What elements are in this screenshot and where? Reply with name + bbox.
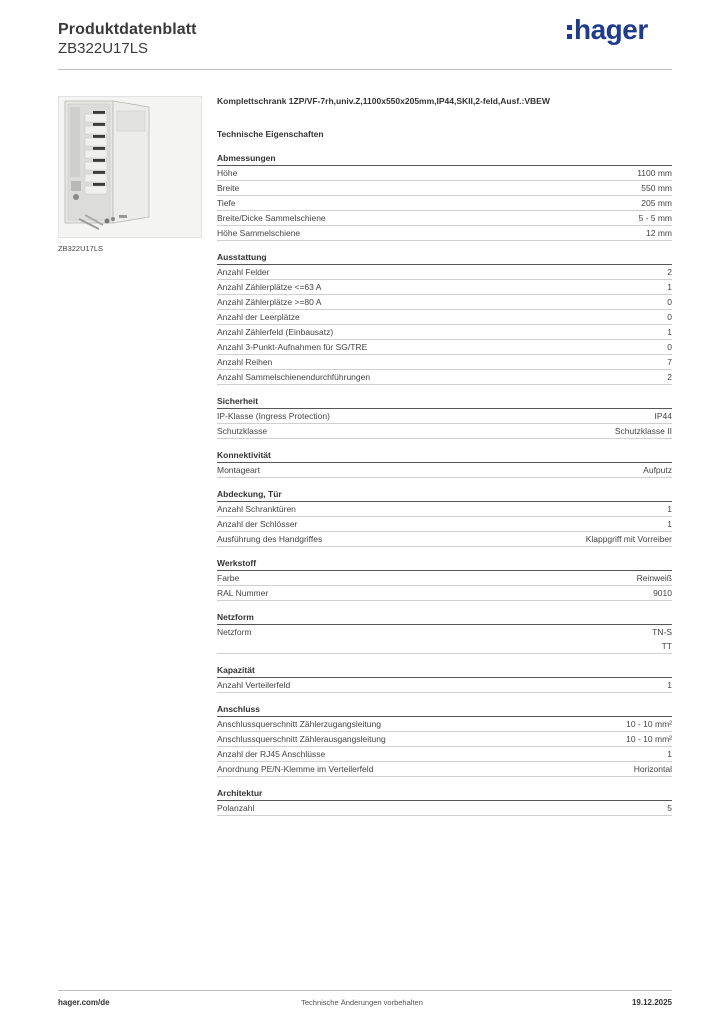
property-value xyxy=(667,517,672,531)
section-8 xyxy=(217,703,672,777)
cabinet-illustration xyxy=(59,97,201,237)
property-row xyxy=(217,517,672,532)
property-label: Netzform xyxy=(217,627,252,637)
property-value xyxy=(626,732,672,746)
property-label: Breite/Dicke Sammelschiene xyxy=(217,213,326,223)
section-4 xyxy=(217,488,672,547)
property-label: Anzahl der Schlösser xyxy=(217,519,298,529)
property-value xyxy=(667,801,672,815)
property-value-line: Schutzklasse II xyxy=(614,426,672,436)
property-value-line: 5 xyxy=(667,803,672,813)
property-value xyxy=(638,211,672,225)
property-value xyxy=(637,571,672,585)
section-title: Konnektivität xyxy=(217,449,672,463)
property-value-line: Horizontal xyxy=(633,764,672,774)
section-0 xyxy=(217,152,672,241)
property-row xyxy=(217,586,672,601)
property-value-line: 1 xyxy=(667,282,672,292)
property-row xyxy=(217,717,672,732)
article-number: ZB322U17LS xyxy=(58,40,149,57)
property-row xyxy=(217,211,672,226)
property-value xyxy=(643,463,672,477)
section-5 xyxy=(217,557,672,601)
section-title: Architektur xyxy=(217,787,672,801)
property-value xyxy=(655,409,673,423)
property-row xyxy=(217,747,672,762)
footer-disclaimer: Technische Änderungen vorbehalten xyxy=(301,998,423,1007)
property-value-line: 1 xyxy=(667,680,672,690)
property-row xyxy=(217,409,672,424)
footer-website: hager.com/de xyxy=(58,998,110,1007)
section-3 xyxy=(217,449,672,478)
property-value xyxy=(667,747,672,761)
property-value-line: 10 - 10 mm² xyxy=(626,734,672,744)
property-label: Anzahl Zählerfeld (Einbausatz) xyxy=(217,327,334,337)
property-value-line: 1 xyxy=(667,749,672,759)
property-row xyxy=(217,370,672,385)
property-value xyxy=(637,166,672,180)
property-value xyxy=(667,265,672,279)
property-row xyxy=(217,762,672,777)
property-value-line: TT xyxy=(661,641,672,651)
property-value xyxy=(667,370,672,384)
property-value-line: 12 mm xyxy=(646,228,672,238)
property-value-line: IP44 xyxy=(654,411,672,421)
property-label: Tiefe xyxy=(217,198,236,208)
section-9 xyxy=(217,787,672,816)
section-title: Netzform xyxy=(217,611,672,625)
section-title: Abdeckung, Tür xyxy=(217,488,672,502)
property-row xyxy=(217,310,672,325)
section-7 xyxy=(217,664,672,693)
property-value xyxy=(646,226,672,240)
property-sections xyxy=(217,152,672,816)
property-row xyxy=(217,265,672,280)
section-title: Abmessungen xyxy=(217,152,672,166)
properties-heading: Technische Eigenschaften xyxy=(217,129,324,139)
property-label: Anzahl der Leerplätze xyxy=(217,312,300,322)
property-value xyxy=(653,586,672,600)
property-value-line: 10 - 10 mm² xyxy=(626,719,672,729)
property-row xyxy=(217,502,672,517)
property-value-line: Aufputz xyxy=(643,465,672,475)
property-value-line: TN-S xyxy=(652,627,672,637)
property-label: Anordnung PE/N-Klemme im Verteilerfeld xyxy=(217,764,374,774)
page-title: Produktdatenblatt xyxy=(58,21,197,38)
property-label: Anzahl Schranktüren xyxy=(217,504,296,514)
property-label: Anzahl Sammelschienendurchführungen xyxy=(217,372,371,382)
property-value-line: 1 xyxy=(667,519,672,529)
property-row xyxy=(217,424,672,439)
property-label: Breite xyxy=(217,183,240,193)
image-caption: ZB322U17LS xyxy=(58,244,104,253)
property-value xyxy=(641,181,672,195)
property-label: Farbe xyxy=(217,573,240,583)
section-title: Anschluss xyxy=(217,703,672,717)
property-value xyxy=(667,502,672,516)
property-value xyxy=(667,678,672,692)
property-value-line: 0 xyxy=(667,297,672,307)
property-value-line: 205 mm xyxy=(641,198,672,208)
property-value-line: 7 xyxy=(667,357,672,367)
property-value-line: 1100 mm xyxy=(637,168,672,178)
property-row xyxy=(217,196,672,211)
property-row xyxy=(217,732,672,747)
product-image xyxy=(58,96,202,238)
property-label: Anzahl 3-Punkt-Aufnahmen für SG/TRE xyxy=(217,342,368,352)
property-label: Anzahl Felder xyxy=(217,267,270,277)
property-label: Montageart xyxy=(217,465,260,475)
property-row xyxy=(217,325,672,340)
logo-wordmark: hager xyxy=(574,14,648,45)
property-row xyxy=(217,532,672,547)
product-details xyxy=(217,92,672,816)
property-value-line: 1 xyxy=(667,327,672,337)
property-value-line: 5 - 5 mm xyxy=(638,213,672,223)
property-value xyxy=(586,532,672,546)
property-value xyxy=(667,325,672,339)
property-label: Anschlussquerschnitt Zählerausgangsleitung xyxy=(217,734,386,744)
property-label: Höhe xyxy=(217,168,238,178)
property-row xyxy=(217,463,672,478)
property-value-line: 2 xyxy=(667,267,672,277)
property-label: Anzahl der RJ45 Anschlüsse xyxy=(217,749,326,759)
property-value-line: 0 xyxy=(667,342,672,352)
property-value xyxy=(667,280,672,294)
property-row xyxy=(217,280,672,295)
property-label: Anzahl Zählerplätze >=80 A xyxy=(217,297,322,307)
property-row xyxy=(217,226,672,241)
section-title: Kapazität xyxy=(217,664,672,678)
property-label: Polanzahl xyxy=(217,803,255,813)
property-row xyxy=(217,340,672,355)
property-label: Ausführung des Handgriffes xyxy=(217,534,323,544)
property-row xyxy=(217,801,672,816)
section-1 xyxy=(217,251,672,385)
logo-dots-icon xyxy=(567,25,572,39)
property-row xyxy=(217,625,672,654)
property-label: Anzahl Reihen xyxy=(217,357,273,367)
hager-logo xyxy=(567,14,648,46)
property-row xyxy=(217,678,672,693)
property-value xyxy=(641,196,672,210)
section-title: Werkstoff xyxy=(217,557,672,571)
property-label: Anschlussquerschnitt Zählerzugangsleitung xyxy=(217,719,381,729)
property-value-line: Klappgriff mit Vorreiber xyxy=(585,534,672,544)
property-value-line: 1 xyxy=(667,504,672,514)
property-value xyxy=(652,625,672,653)
section-title: Ausstattung xyxy=(217,251,672,265)
property-label: Anzahl Verteilerfeld xyxy=(217,680,291,690)
property-value-line: 0 xyxy=(667,312,672,322)
property-value-line: 9010 xyxy=(653,588,672,598)
property-value-line: Reinweiß xyxy=(636,573,672,583)
property-label: RAL Nummer xyxy=(217,588,269,598)
property-row xyxy=(217,571,672,586)
section-title: Sicherheit xyxy=(217,395,672,409)
header-divider xyxy=(58,69,672,70)
property-value xyxy=(615,424,672,438)
footer-divider xyxy=(58,990,672,991)
property-label: Höhe Sammelschiene xyxy=(217,228,301,238)
section-6 xyxy=(217,611,672,654)
property-value xyxy=(667,340,672,354)
property-value-line: 550 mm xyxy=(641,183,672,193)
property-row xyxy=(217,166,672,181)
property-value xyxy=(667,355,672,369)
property-row xyxy=(217,181,672,196)
property-value xyxy=(634,762,672,776)
section-2 xyxy=(217,395,672,439)
footer-date: 19.12.2025 xyxy=(631,998,672,1007)
property-label: IP-Klasse (Ingress Protection) xyxy=(217,411,330,421)
property-row xyxy=(217,355,672,370)
property-label: Anzahl Zählerplätze <=63 A xyxy=(217,282,322,292)
property-value-line: 2 xyxy=(667,372,672,382)
property-value xyxy=(626,717,672,731)
property-value xyxy=(667,295,672,309)
property-value xyxy=(667,310,672,324)
product-description: Komplettschrank 1ZP/VF-7rh,univ.Z,1100x550x205mm,IP44,SKII,2-feld,Ausf.:VBEW xyxy=(217,96,550,106)
property-row xyxy=(217,295,672,310)
property-label: Schutzklasse xyxy=(217,426,268,436)
